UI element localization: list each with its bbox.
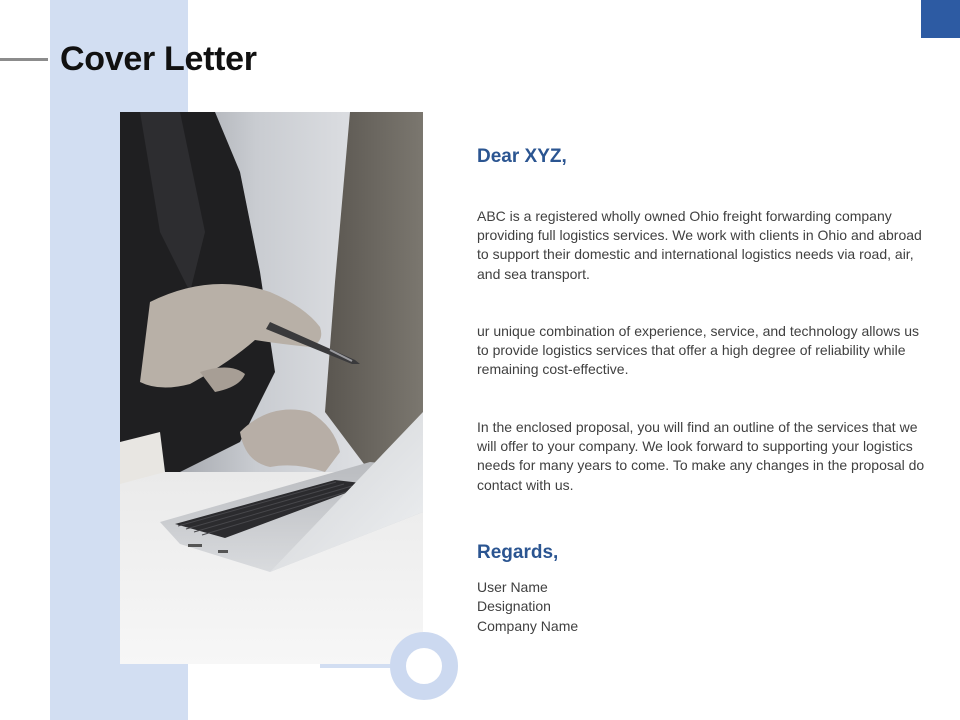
decorative-ring [390, 632, 458, 700]
letter-closing: Regards, [477, 542, 559, 563]
letter-greeting: Dear XYZ, [477, 146, 567, 167]
signature-name: User Name [477, 579, 548, 595]
page-title: Cover Letter [60, 40, 257, 78]
laptop-photo [120, 112, 423, 664]
letter-paragraph-2: ur unique combination of experience, service, and technology allows us to provide logistics services that offer a high degree of reliability while remaining cost-effective. [477, 323, 920, 378]
letter-paragraph-3: In the enclosed proposal, you will find an outline of the services that we will offer to your company. We look forward to supporting your logistics needs for many years to come. To make any changes in the proposal do contact with us. [477, 419, 925, 493]
signature-designation: Designation [477, 598, 551, 614]
signature-company: Company Name [477, 618, 579, 634]
letter-paragraph-1: ABC is a registered wholly owned Ohio freight forwarding company providing full logistics services. We work with clients in Ohio and abroad to support their domestic and international logistics needs via road, air, and sea transport. [477, 208, 922, 282]
title-rule [0, 58, 48, 61]
corner-accent-square [921, 0, 960, 38]
